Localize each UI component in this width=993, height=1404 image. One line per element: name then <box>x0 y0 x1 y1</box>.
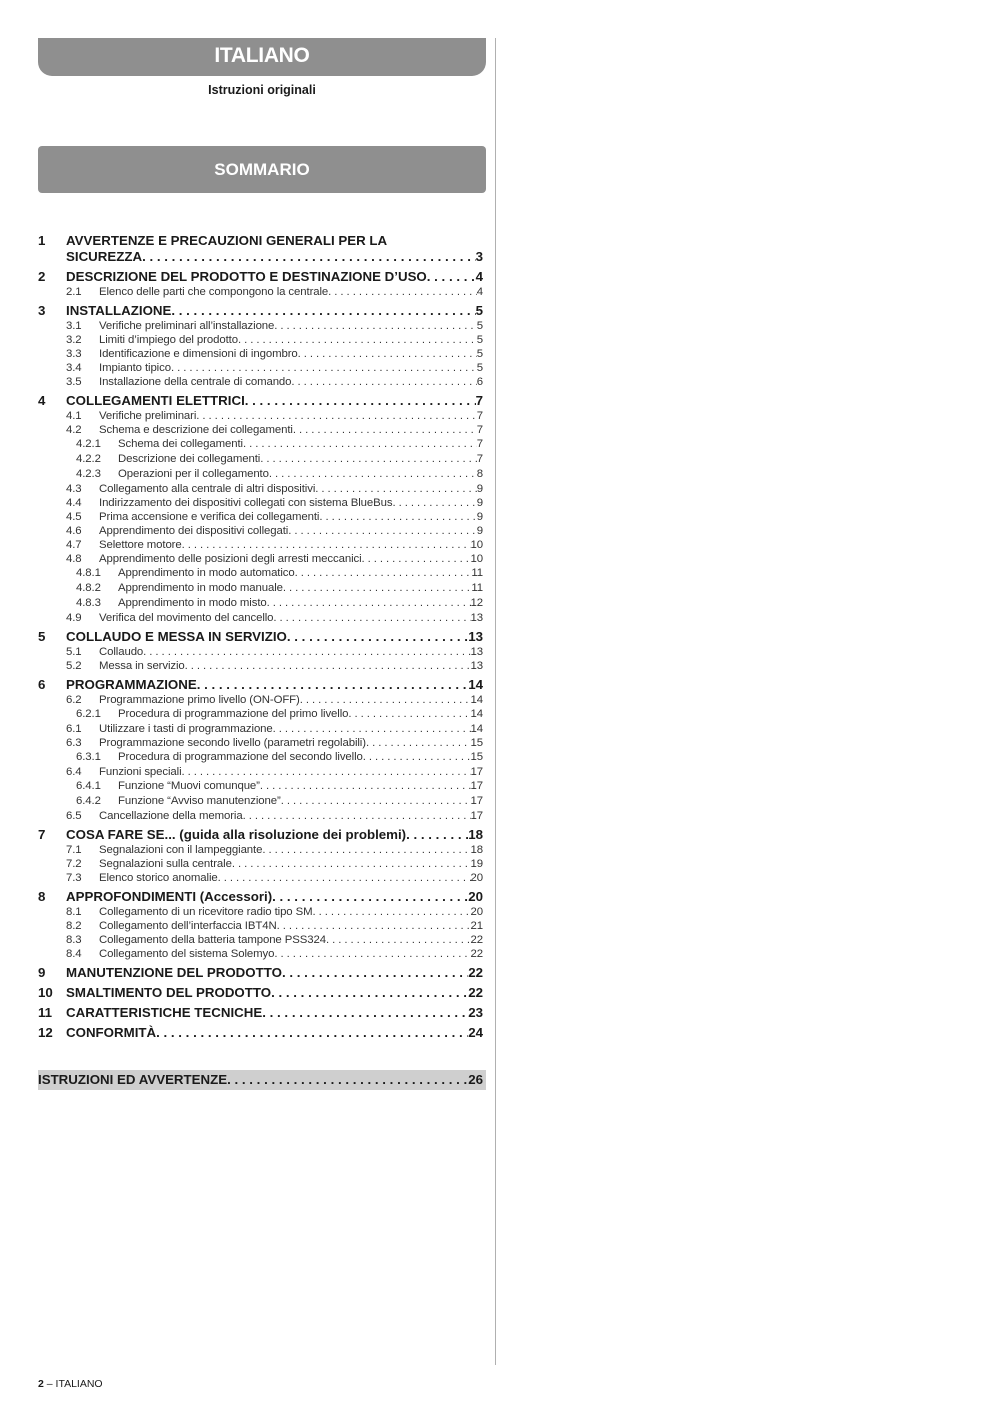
toc-leader-dots <box>243 437 477 452</box>
toc-entry-title: AVVERTENZE E PRECAUZIONI GENERALI PER LA <box>66 233 388 248</box>
toc-entry-page: 11 <box>471 567 483 579</box>
toc-entry-number: 8.4 <box>66 948 82 960</box>
toc-subentry[interactable] <box>38 375 483 389</box>
toc-subentry[interactable] <box>38 496 483 510</box>
toc-entry-number: 7.3 <box>66 872 82 884</box>
toc-leader-dots <box>267 596 471 611</box>
toc-leader-dots <box>392 496 476 510</box>
toc-entry-number: 3.5 <box>66 376 82 388</box>
toc-leader-dots <box>362 552 471 566</box>
toc-subentry[interactable] <box>38 538 483 552</box>
toc-entry-page: 5 <box>476 320 483 332</box>
toc-entry[interactable] <box>38 269 483 285</box>
toc-entry-number: 4.2.3 <box>76 468 101 480</box>
toc-entry-title: Collegamento del sistema Solemyo <box>99 948 275 960</box>
toc-entry-first-line <box>38 233 483 249</box>
toc-entry-title: Descrizione dei collegamenti <box>118 453 261 465</box>
toc-leader-dots <box>328 285 477 299</box>
toc-entry-number: 2.1 <box>66 286 82 298</box>
toc-subentry[interactable] <box>38 361 483 375</box>
toc-leader-dots <box>366 736 471 750</box>
toc-entry-number: 6 <box>38 677 46 692</box>
toc-subsubentry[interactable] <box>38 452 483 467</box>
toc-subentry[interactable] <box>38 423 483 437</box>
toc-leader-dots <box>269 467 477 482</box>
toc-leader-dots <box>427 269 476 285</box>
toc-entry-title: COLLAUDO E MESSA IN SERVIZIO <box>66 629 287 644</box>
toc-entry-number: 6.4 <box>66 766 82 778</box>
toc-entry-page: 14 <box>470 723 483 735</box>
toc-entry[interactable] <box>38 629 483 645</box>
toc-leader-dots <box>185 659 471 673</box>
toc-entry-number: 4.7 <box>66 539 82 551</box>
toc-entry-number: 8.1 <box>66 906 82 918</box>
toc-leader-dots <box>143 645 470 659</box>
toc-entry-page: 7 <box>476 438 483 450</box>
toc-subsubentry[interactable] <box>38 707 483 722</box>
toc-leader-dots <box>196 409 476 423</box>
toc-subsubentry[interactable] <box>38 566 483 581</box>
toc-entry-page: 7 <box>476 453 483 465</box>
toc-entry-page: 14 <box>470 694 483 706</box>
toc-entry-page: 17 <box>470 766 483 778</box>
toc-leader-dots <box>298 347 477 361</box>
toc-entry-title: Selettore motore <box>99 539 182 551</box>
toc-subentry[interactable] <box>38 510 483 524</box>
toc-entry-title: MANUTENZIONE DEL PRODOTTO <box>66 965 282 980</box>
toc-entry-number: 4.1 <box>66 410 82 422</box>
toc-subsubentry[interactable] <box>38 794 483 809</box>
toc-entry-title: CONFORMITÀ <box>66 1025 157 1040</box>
toc-entry-title: Programmazione secondo livello (parametri regolabili) <box>99 737 366 749</box>
toc-subentry[interactable] <box>38 319 483 333</box>
toc-entry-page: 12 <box>470 597 483 609</box>
toc-leader-dots <box>238 333 477 347</box>
toc-entry-title: Apprendimento dei dispositivi collegati <box>99 525 289 537</box>
toc-entry[interactable] <box>38 1025 483 1041</box>
toc-entry-number: 4.8.1 <box>76 567 101 579</box>
toc-leader-dots <box>197 677 468 693</box>
toc-entry-number: 4.8 <box>66 553 82 565</box>
toc-entry[interactable] <box>38 985 483 1001</box>
toc-entry-page: 21 <box>470 920 483 932</box>
toc-entry-number: 6.3.1 <box>76 751 101 763</box>
toc-leader-dots <box>274 947 470 961</box>
table-of-contents <box>38 233 483 1041</box>
toc-entry-number: 10 <box>38 985 53 1000</box>
toc-entry-title: Installazione della centrale di comando <box>99 376 292 388</box>
toc-subentry[interactable] <box>38 722 483 736</box>
toc-entry-page: 10 <box>470 553 483 565</box>
toc-subentry[interactable] <box>38 285 483 299</box>
toc-leader-dots <box>281 794 471 809</box>
toc-entry-title: Procedura di programmazione del secondo livello <box>118 751 363 763</box>
toc-entry-title: Schema e descrizione dei collegamenti <box>99 424 293 436</box>
footer-language: ITALIANO <box>55 1378 103 1390</box>
toc-entry-page: 23 <box>468 1005 483 1020</box>
toc-entry-number: 3.2 <box>66 334 82 346</box>
toc-entry-title: Limiti d’impiego del prodotto <box>99 334 238 346</box>
toc-entry-page: 13 <box>470 646 483 658</box>
toc-entry-page: 6 <box>476 376 483 388</box>
toc-entry-number: 4.6 <box>66 525 82 537</box>
toc-entry-number: 6.3 <box>66 737 82 749</box>
toc-leader-dots <box>288 524 477 538</box>
toc-entry-number: 5.1 <box>66 646 82 658</box>
toc-entry-title: Indirizzamento dei dispositivi collegati con sistema BlueBus <box>99 497 393 509</box>
toc-entry-page: 18 <box>470 844 483 856</box>
toc-entry-number: 7.1 <box>66 844 82 856</box>
toc-entry-page: 5 <box>476 362 483 374</box>
toc-entry-title: Apprendimento in modo manuale <box>118 582 283 594</box>
toc-entry-number: 4.2.2 <box>76 453 101 465</box>
toc-leader-dots <box>171 361 477 375</box>
toc-entry-title: Programmazione primo livello (ON-OFF) <box>99 694 300 706</box>
toc-entry-title: Operazioni per il collegamento <box>118 468 269 480</box>
toc-entry-page: 9 <box>476 497 483 509</box>
toc-subentry[interactable] <box>38 871 483 885</box>
toc-entry-number: 8 <box>38 889 46 904</box>
toc-entry-number: 4.3 <box>66 483 82 495</box>
toc-entry-number: 8.3 <box>66 934 82 946</box>
toc-entry-title: Schema dei collegamenti <box>118 438 243 450</box>
toc-entry-number: 7.2 <box>66 858 82 870</box>
toc-entry-number: 3 <box>38 303 46 318</box>
toc-leader-dots <box>156 1025 468 1041</box>
toc-subentry[interactable] <box>38 611 483 625</box>
toc-entry-number: 5.2 <box>66 660 82 672</box>
toc-entry-page: 7 <box>476 410 483 422</box>
toc-subentry[interactable] <box>38 333 483 347</box>
toc-subentry[interactable] <box>38 933 483 947</box>
toc-entry-number: 4 <box>38 393 46 408</box>
toc-entry-number: 6.4.2 <box>76 795 101 807</box>
toc-leader-dots <box>363 750 471 765</box>
toc-subentry[interactable] <box>38 693 483 707</box>
page-footer <box>38 1378 103 1390</box>
toc-entry-page: 15 <box>470 737 483 749</box>
toc-subentry[interactable] <box>38 347 483 361</box>
toc-entry-page: 13 <box>470 612 483 624</box>
toc-entry-page: 22 <box>468 965 483 980</box>
toc-subentry[interactable] <box>38 809 483 823</box>
toc-entry-title: Cancellazione della memoria <box>99 810 243 822</box>
toc-subentry[interactable] <box>38 552 483 566</box>
toc-entry-number: 3.4 <box>66 362 82 374</box>
toc-leader-dots <box>218 871 471 885</box>
toc-entry-page: 7 <box>475 393 483 408</box>
toc-entry-number: 4.2 <box>66 424 82 436</box>
toc-entry-title: CARATTERISTICHE TECNICHE <box>66 1005 263 1020</box>
toc-entry-title: Prima accensione e verifica dei collegamenti <box>99 511 320 523</box>
toc-leader-dots <box>262 843 470 857</box>
toc-entry-page: 9 <box>476 525 483 537</box>
toc-entry-number: 6.5 <box>66 810 82 822</box>
toc-entry-page: 9 <box>476 511 483 523</box>
toc-entry-number: 3.3 <box>66 348 82 360</box>
toc-entry-page: 9 <box>476 483 483 495</box>
toc-entry-number: 6.4.1 <box>76 780 101 792</box>
toc-entry-title: Procedura di programmazione del primo livello <box>118 708 349 720</box>
toc-entry-title: COLLEGAMENTI ELETTRICI <box>66 393 245 408</box>
toc-entry-number: 11 <box>38 1005 53 1020</box>
toc-entry[interactable] <box>38 1005 483 1021</box>
toc-entry-title: INSTALLAZIONE <box>66 303 172 318</box>
toc-entry-page: 22 <box>470 934 483 946</box>
toc-entry-title: Impianto tipico <box>99 362 171 374</box>
toc-entry-title: Collegamento di un ricevitore radio tipo SM <box>99 906 313 918</box>
toc-entry[interactable] <box>38 677 483 693</box>
toc-entry-page: 14 <box>468 677 483 692</box>
toc-leader-dots <box>273 722 471 736</box>
toc-entry-number: 6.2 <box>66 694 82 706</box>
toc-entry-title: COSA FARE SE... (guida alla risoluzione dei problemi) <box>66 827 407 842</box>
toc-leader-dots <box>260 779 471 794</box>
toc-entry-title: ISTRUZIONI ED AVVERTENZE <box>38 1072 228 1087</box>
toc-subentry[interactable] <box>38 409 483 423</box>
toc-entry-title: Elenco delle parti che compongono la centrale <box>99 286 329 298</box>
toc-leader-dots <box>273 611 470 625</box>
toc-entry-page: 5 <box>475 303 483 318</box>
toc-entry-number: 3.1 <box>66 320 82 332</box>
toc-leader-dots <box>319 510 476 524</box>
toc-subentry[interactable] <box>38 659 483 673</box>
toc-entry[interactable] <box>38 393 483 409</box>
toc-entry-title: Funzione “Muovi comunque” <box>118 780 260 792</box>
toc-entry-title: DESCRIZIONE DEL PRODOTTO E DESTINAZIONE D’USO <box>66 269 427 284</box>
subtitle: Istruzioni originali <box>208 83 316 97</box>
toc-entry[interactable] <box>38 827 483 843</box>
toc-entry-page: 8 <box>476 468 483 480</box>
toc-entry-number: 4.2.1 <box>76 438 101 450</box>
toc-entry-title: Messa in servizio <box>99 660 185 672</box>
toc-subentry[interactable] <box>38 905 483 919</box>
toc-subentry[interactable] <box>38 736 483 750</box>
toc-entry-page: 20 <box>468 889 483 904</box>
toc-entry-title: Verifiche preliminari all’installazione <box>99 320 275 332</box>
toc-leader-dots <box>271 985 468 1001</box>
toc-leader-dots <box>260 452 477 467</box>
toc-leader-dots <box>315 482 476 496</box>
toc-leader-dots <box>293 423 477 437</box>
toc-entry-title-continued: SICUREZZA <box>66 249 143 264</box>
toc-entry-title: Collegamento dell’interfaccia IBT4N <box>99 920 277 932</box>
toc-title-banner: SOMMARIO <box>38 146 486 193</box>
toc-entry-title: Segnalazioni sulla centrale <box>99 858 232 870</box>
toc-leader-dots <box>291 375 476 389</box>
toc-entry-title: Segnalazioni con il lampeggiante <box>99 844 263 856</box>
toc-entry-page: 26 <box>468 1072 483 1087</box>
toc-entry-number: 4.4 <box>66 497 82 509</box>
toc-entry-page: 19 <box>470 858 483 870</box>
toc-entry-number: 6.1 <box>66 723 82 735</box>
toc-leader-dots <box>227 1070 468 1090</box>
toc-entry-page: 3 <box>475 249 483 264</box>
final-toc-entry[interactable] <box>38 1070 486 1090</box>
toc-leader-dots <box>274 319 476 333</box>
toc-entry-title: Funzione “Avviso manutenzione” <box>118 795 281 807</box>
toc-subentry[interactable] <box>38 857 483 871</box>
toc-entry-title: Elenco storico anomalie <box>99 872 218 884</box>
toc-entry[interactable] <box>38 965 483 981</box>
toc-leader-dots <box>171 303 475 319</box>
toc-entry-page: 17 <box>470 810 483 822</box>
toc-leader-dots <box>262 1005 468 1021</box>
toc-leader-dots <box>283 581 471 596</box>
toc-entry-title: Funzioni speciali <box>99 766 182 778</box>
toc-entry-number: 6.2.1 <box>76 708 101 720</box>
toc-entry-number: 4.8.3 <box>76 597 101 609</box>
toc-entry-page: 4 <box>475 269 483 284</box>
toc-leader-dots <box>406 827 468 843</box>
toc-leader-dots <box>142 249 476 265</box>
toc-subentry[interactable] <box>38 919 483 933</box>
toc-entry-number: 4.5 <box>66 511 82 523</box>
toc-entry-title: Verifica del movimento del cancello <box>99 612 274 624</box>
toc-entry-title: APPROFONDIMENTI (Accessori) <box>66 889 273 904</box>
toc-leader-dots <box>272 889 468 905</box>
toc-leader-dots <box>282 965 468 981</box>
toc-entry-page: 15 <box>470 751 483 763</box>
toc-entry-title: Utilizzare i tasti di programmazione <box>99 723 273 735</box>
toc-entry-number: 8.2 <box>66 920 82 932</box>
toc-entry[interactable] <box>66 249 483 265</box>
toc-entry-number: 1 <box>38 233 46 248</box>
toc-entry-page: 7 <box>476 424 483 436</box>
toc-entry-title: Apprendimento in modo misto <box>118 597 267 609</box>
toc-subsubentry[interactable] <box>38 596 483 611</box>
toc-leader-dots <box>245 393 476 409</box>
toc-entry-title: Apprendimento delle posizioni degli arresti meccanici <box>99 553 362 565</box>
toc-entry-page: 24 <box>468 1025 483 1040</box>
toc-subentry[interactable] <box>38 947 483 961</box>
toc-entry-title: Apprendimento in modo automatico <box>118 567 295 579</box>
toc-subentry[interactable] <box>38 645 483 659</box>
toc-entry-title: Collaudo <box>99 646 144 658</box>
toc-entry-title: Collegamento della batteria tampone PSS324 <box>99 934 326 946</box>
toc-subentry[interactable] <box>38 765 483 779</box>
toc-subsubentry[interactable] <box>38 750 483 765</box>
toc-leader-dots <box>326 933 471 947</box>
toc-entry-page: 22 <box>468 985 483 1000</box>
toc-leader-dots <box>277 919 471 933</box>
toc-entry-page: 4 <box>476 286 483 298</box>
toc-entry-page: 20 <box>470 906 483 918</box>
toc-entry-title: Collegamento alla centrale di altri dispositivi <box>99 483 316 495</box>
toc-entry-page: 10 <box>470 539 483 551</box>
toc-entry-title: SMALTIMENTO DEL PRODOTTO <box>66 985 272 1000</box>
toc-entry-number: 9 <box>38 965 46 980</box>
toc-leader-dots <box>348 707 470 722</box>
toc-leader-dots <box>295 566 472 581</box>
toc-entry-title: Identificazione e dimensioni di ingombro <box>99 348 298 360</box>
toc-subentry[interactable] <box>38 843 483 857</box>
footer-page-number: 2 <box>38 1378 44 1390</box>
toc-subsubentry[interactable] <box>38 467 483 482</box>
toc-entry-page: 17 <box>470 795 483 807</box>
toc-entry-page: 5 <box>476 334 483 346</box>
toc-subsubentry[interactable] <box>38 779 483 794</box>
toc-entry-page: 22 <box>470 948 483 960</box>
toc-subsubentry[interactable] <box>38 437 483 452</box>
toc-subsubentry[interactable] <box>38 581 483 596</box>
toc-leader-dots <box>232 857 471 871</box>
toc-entry-number: 5 <box>38 629 46 644</box>
toc-subentry[interactable] <box>38 524 483 538</box>
toc-entry-page: 14 <box>470 708 483 720</box>
toc-entry-page: 11 <box>471 582 483 594</box>
toc-entry[interactable] <box>38 889 483 905</box>
toc-subentry[interactable] <box>38 482 483 496</box>
toc-entry-page: 18 <box>468 827 483 842</box>
toc-entry-page: 20 <box>470 872 483 884</box>
toc-entry-page: 13 <box>470 660 483 672</box>
toc-entry-number: 7 <box>38 827 46 842</box>
toc-entry-title: PROGRAMMAZIONE <box>66 677 197 692</box>
footer-separator: – <box>46 1378 53 1390</box>
toc-leader-dots <box>287 629 468 645</box>
toc-leader-dots <box>182 538 471 552</box>
toc-entry-number: 2 <box>38 269 46 284</box>
toc-leader-dots <box>243 809 471 823</box>
toc-entry-number: 4.8.2 <box>76 582 101 594</box>
toc-entry-number: 12 <box>38 1025 53 1040</box>
toc-entry-number: 4.9 <box>66 612 82 624</box>
column-divider <box>495 38 496 1365</box>
toc-leader-dots <box>182 765 471 779</box>
toc-leader-dots <box>300 693 471 707</box>
toc-entry[interactable] <box>38 303 483 319</box>
toc-entry-page: 5 <box>476 348 483 360</box>
toc-entry-page: 13 <box>468 629 483 644</box>
toc-entry-page: 17 <box>470 780 483 792</box>
toc-leader-dots <box>313 905 471 919</box>
toc-entry-title: Verifiche preliminari <box>99 410 197 422</box>
language-banner: ITALIANO <box>38 38 486 76</box>
